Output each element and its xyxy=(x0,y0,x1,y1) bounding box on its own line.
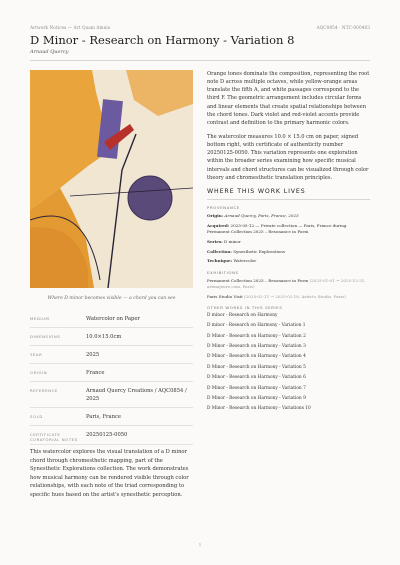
provenance-collection xyxy=(207,249,370,256)
details-column xyxy=(207,70,370,417)
spec-value: Watercolor on Paper xyxy=(86,315,140,322)
series-work-link[interactable]: D minor - Research on Harmony xyxy=(207,312,278,318)
spec-value: Arnaud Quercy Creations / AQC0854 / 2025 xyxy=(86,387,187,402)
exhibition-name: Permanent Collection 2025 – Resonance in Form xyxy=(207,277,309,283)
series-work-link[interactable]: D Minor - Research on Harmony - Variation 9 xyxy=(207,396,306,402)
provenance-acquired xyxy=(207,223,370,236)
spec-value: 2025 xyxy=(86,351,100,358)
where-heading: WHERE THIS WORK LIVES xyxy=(207,188,370,200)
exhibition-item xyxy=(207,278,370,291)
header-reference: AQC0854 · NTC-000403 xyxy=(316,25,370,30)
exhibition-item xyxy=(207,294,370,300)
specs-table xyxy=(30,310,193,445)
series-work-link[interactable]: D Minor - Research on Harmony - Variation 3 xyxy=(207,344,306,350)
provenance-label: Collection: xyxy=(207,248,232,254)
exhibitions-heading: EXHIBITIONS xyxy=(207,269,239,275)
description-paragraph: Orange tones dominate the composition, representing the root note D across multiple octaves, while yellow-orange areas translate the fifth A, and white passages correspond to the third F. The geometric arrangement includes circular forms and linear elements that create spatial relationships between the chord tones. Dark violet and red-violet accents provide contrast and definition to the primary harmonic colors. xyxy=(207,71,370,126)
provenance-value: Synesthetic Explorations xyxy=(233,248,285,254)
spec-row-year xyxy=(30,346,193,364)
provenance-origin xyxy=(207,213,370,220)
exhibition-detail: (2025-02-11 → 2025-02-18, Artist's Studio, Paris) xyxy=(244,293,346,299)
exhibition-detail: (2025-01-01 → 2025-12-31, artmajeure.com, Paris) xyxy=(207,277,366,290)
artist-name: Arnaud Quercy xyxy=(30,49,69,55)
spec-label: YEAR xyxy=(30,351,43,357)
spec-label: REFERENCE xyxy=(30,387,58,393)
exhibition-name: Paris Studio Visit xyxy=(207,293,243,299)
provenance-series xyxy=(207,239,370,246)
spec-label: ORIGIN xyxy=(30,369,48,375)
provenance-label: Origin: xyxy=(207,212,224,218)
spec-value: 20250125-0050 xyxy=(86,431,128,438)
spec-value: Paris, France xyxy=(86,413,121,420)
provenance-label: Acquired: xyxy=(207,222,230,228)
curatorial-notes: This watercolor explores the visual translation of a D minor chord through chromesthetic mapping, part of the Synesthetic Explorations collection. The work demonstrates how musical harmony can be rendered visible through color relationships, with each note of the triad corresponding to specific hues based on the artist's synesthetic perception. xyxy=(30,449,189,498)
other-works-heading: OTHER WORKS IN THIS SERIES xyxy=(207,304,283,310)
artwork-caption: Where D minor becomes visible — a chord you can see xyxy=(47,296,176,301)
page-number: 1 xyxy=(198,542,202,547)
series-work-link[interactable]: D Minor - Research on Harmony - Variation 6 xyxy=(207,375,306,381)
description-paragraph: The watercolor measures 10.0 × 15.0 cm on paper, signed bottom right, with certificate of authenticity number 20250125-0050. This variation represents one exploration within the broader series examining how specific musical intervals and chord structures can be visualized through color theory and chromesthetic translation principles. xyxy=(207,133,369,181)
provenance-label: Technique: xyxy=(207,258,233,264)
series-work-link[interactable]: D Minor - Research on Harmony - Variations 10 xyxy=(207,406,311,412)
spec-label: MEDIUM xyxy=(30,315,50,321)
artwork-title: D Minor - Research on Harmony - Variation 8 xyxy=(30,33,295,47)
spec-row-reference xyxy=(30,382,193,408)
spec-label: CERTIFICATE xyxy=(30,431,61,437)
header-source: Artwork Notices — Art Quam Amnio xyxy=(30,25,111,30)
provenance-value: Arnaud Quercy, Paris, France, 2025 xyxy=(224,212,299,218)
series-work-link[interactable]: D Minor - Research on Harmony - Variation 7 xyxy=(207,385,306,391)
series-work-link[interactable]: D minor - Research on Harmony - Variation 1 xyxy=(207,323,306,329)
provenance-label: Series: xyxy=(207,238,223,244)
spec-row-medium xyxy=(30,310,193,328)
provenance-value: Watercolor xyxy=(233,258,257,264)
provenance-technique xyxy=(207,258,370,265)
artwork-image xyxy=(30,70,193,288)
series-work-link[interactable]: D Minor - Research on Harmony - Variation 4 xyxy=(207,354,306,360)
document-header xyxy=(30,25,370,30)
spec-row-sold xyxy=(30,408,193,426)
provenance-value: D minor xyxy=(224,238,241,244)
spec-label: SOLD xyxy=(30,413,43,419)
provenance-value: 2025-05-12 — Private collection — Paris, France during Permanent Collection 2025 – Resonance in Form xyxy=(207,222,347,235)
spec-value: France xyxy=(86,369,105,376)
spec-row-origin xyxy=(30,364,193,382)
curatorial-heading: CURATORIAL NOTES xyxy=(30,437,78,442)
spec-label: DIMENSIONS xyxy=(30,333,61,339)
series-work-link[interactable]: D Minor - Research on Harmony - Variation 5 xyxy=(207,364,306,370)
provenance-heading: PROVENANCE xyxy=(207,204,240,210)
spec-row-dimensions xyxy=(30,328,193,346)
spec-value: 10.0×15.0cm xyxy=(86,333,122,340)
header-divider xyxy=(30,60,370,61)
series-work-link[interactable]: D Minor - Research on Harmony - Variation 2 xyxy=(207,333,306,339)
